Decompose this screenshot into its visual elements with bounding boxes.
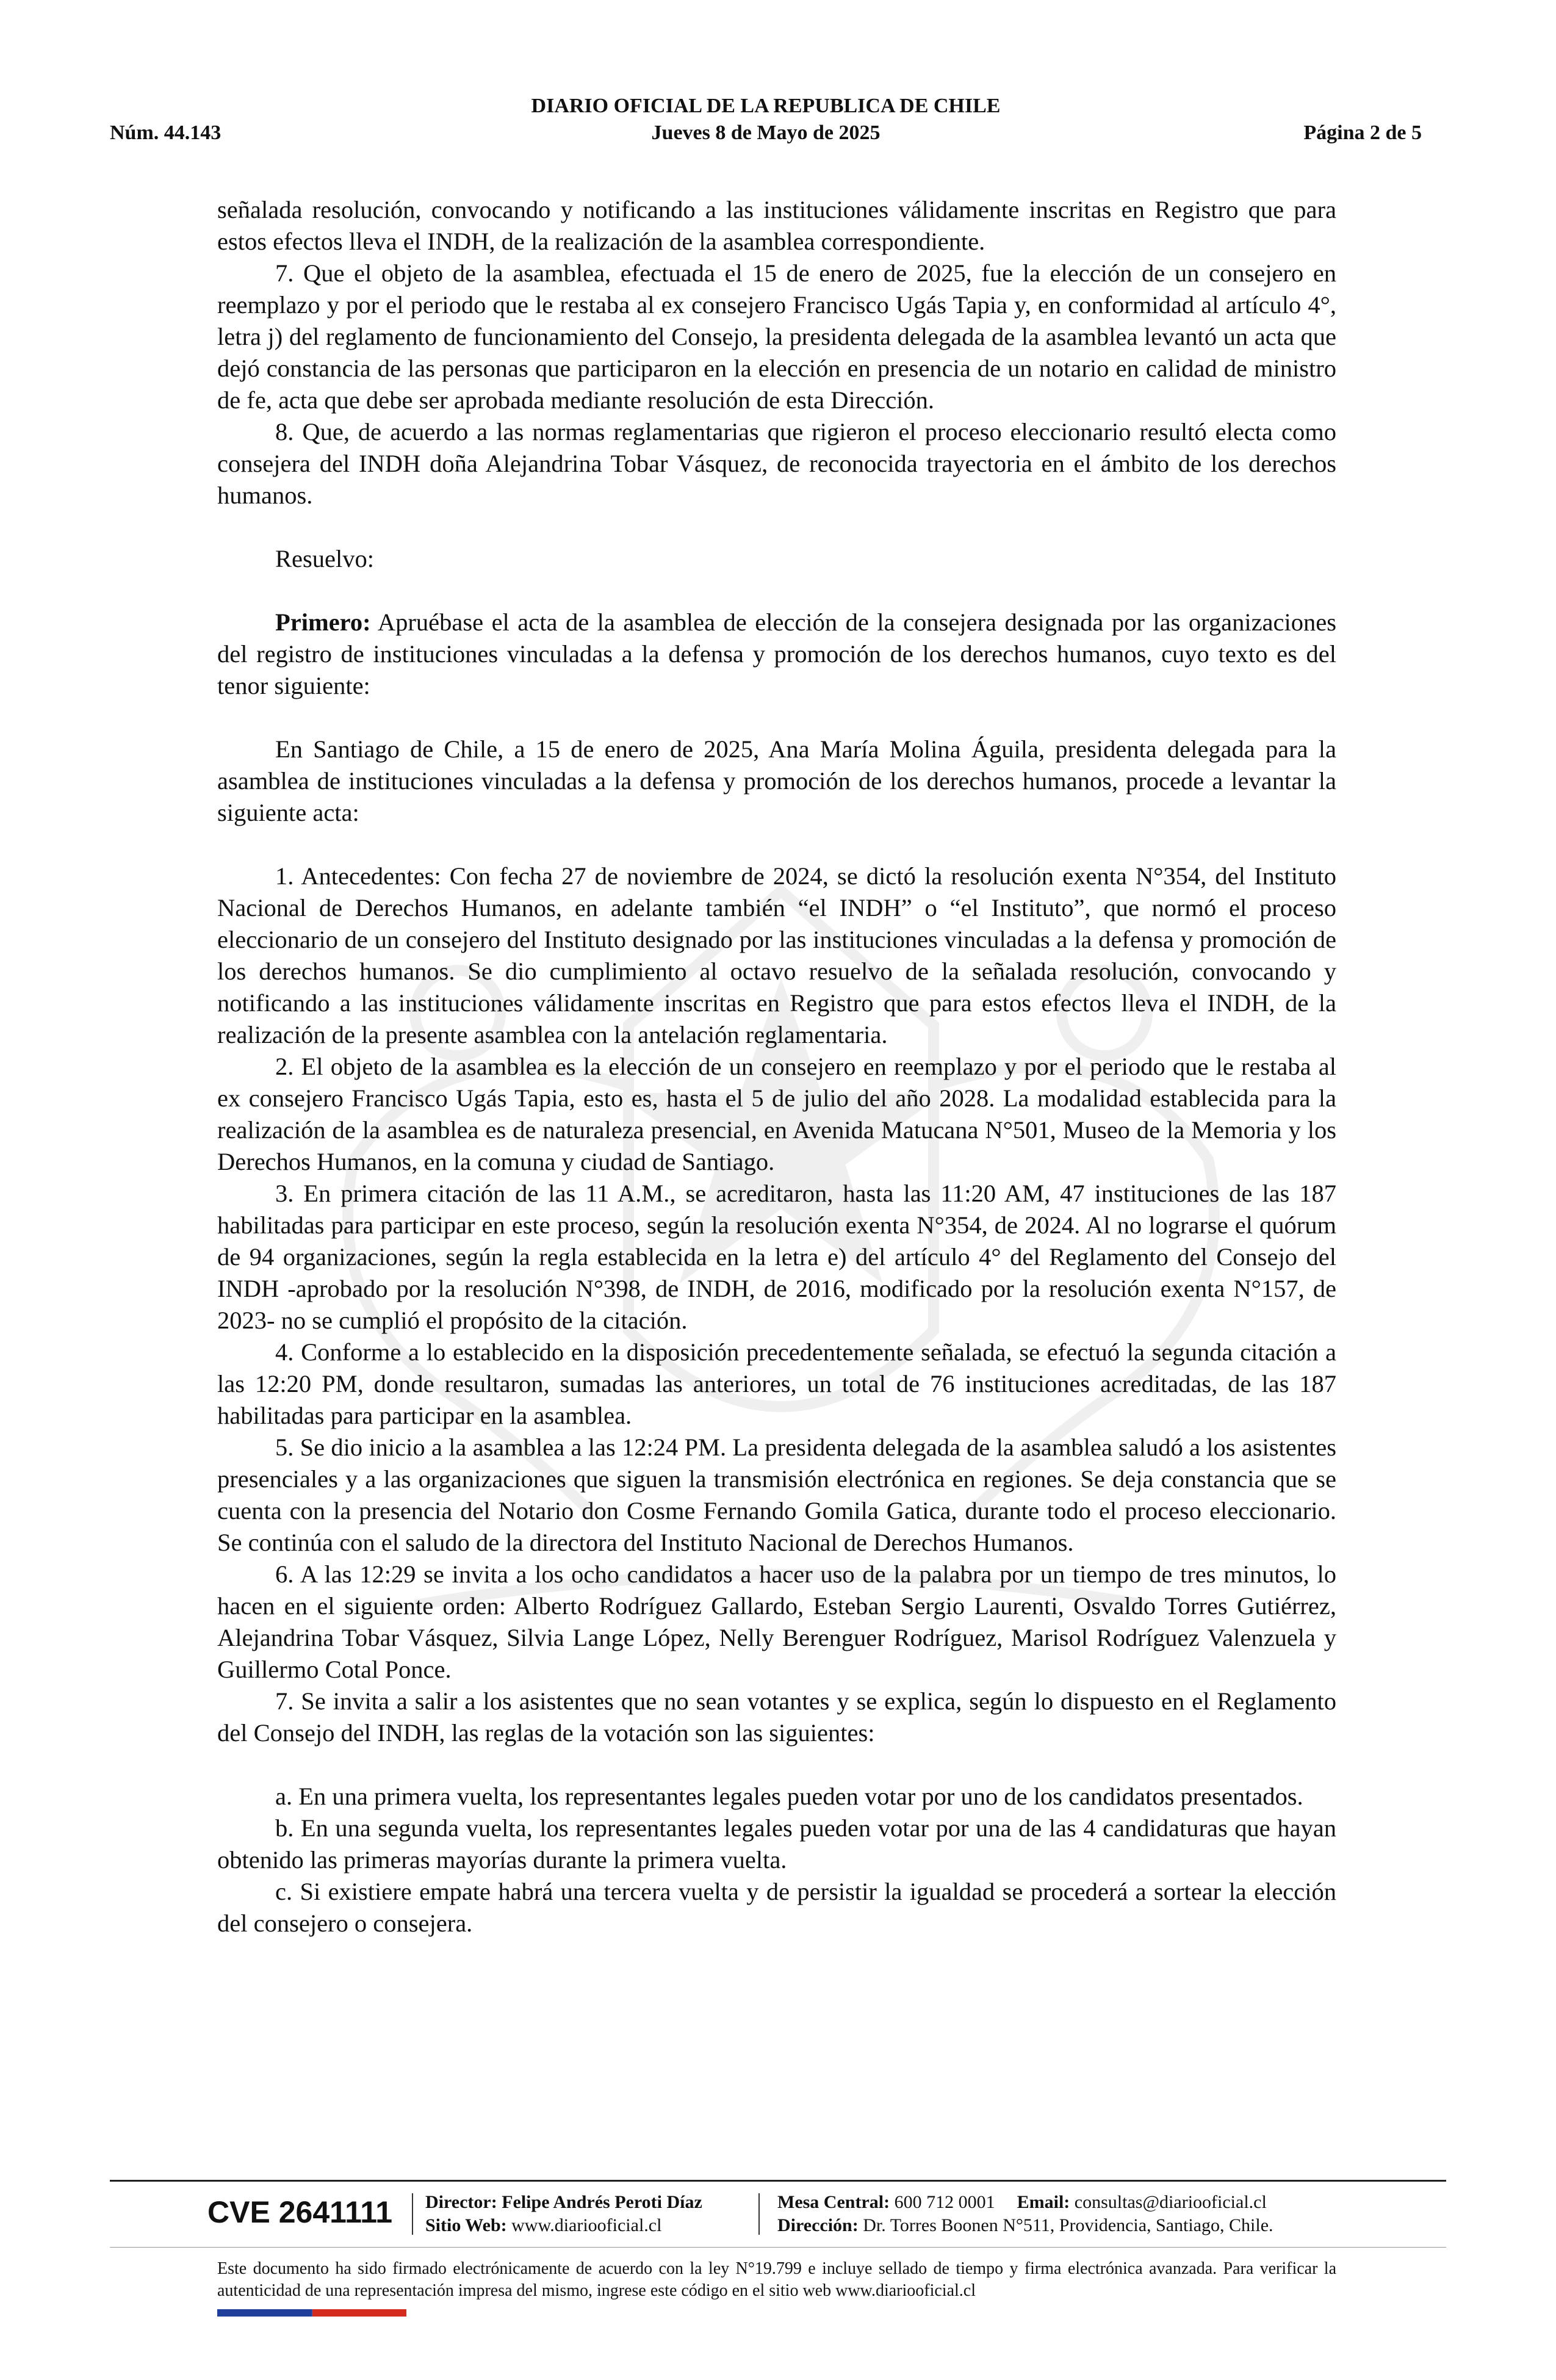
primero-paragraph [217, 607, 1336, 702]
document-body [217, 194, 1336, 1939]
publication-title: DIARIO OFICIAL DE LA REPUBLICA DE CHILE [531, 95, 1001, 117]
acta-item-5: 5. Se dio inicio a la asamblea a las 12:24 PM. La presidenta delegada de la asamblea saludó a los asistentes presenciales y a las organizaciones que siguen la transmisión electrónica en regiones. Se deja constancia que se cuenta con la presencia del Notario don Cosme Fernando Gomila Gatica, durante todo el proceso eleccionario. Se continúa con el saludo de la directora del Instituto Nacional de Derechos Humanos. [217, 1433, 1336, 1556]
primero-text: Apruébase el acta de la asamblea de elección de la consejera designada por las organizaciones del registro de instituciones vinculadas a la defensa y promoción de los derechos humanos, cuyo texto es del tenor siguiente: [217, 608, 1336, 699]
issue-date: Jueves 8 de Mayo de 2025 [651, 121, 881, 144]
acta-item-2: 2. El objeto de la asamblea es la elección de un consejero en reemplazo y por el periodo que le restaba al ex consejero Francisco Ugás Tapia, esto es, hasta el 5 de julio del año 2028. La modalidad establecida para la realización de la asamblea es de naturaleza presencial, en Avenida Matucana N°501, Museo de la Memoria y los Derechos Humanos, en la comuna y ciudad de Santiago. [217, 1053, 1336, 1175]
web-label: Sitio Web: [425, 2215, 507, 2235]
acta-item-6: 6. A las 12:29 se invita a los ocho candidatos a hacer uso de la palabra por un tiempo de tres minutos, lo hacen en el siguiente orden: Alberto Rodríguez Gallardo, Esteban Sergio Laurenti, Osvaldo Torres Gutiérrez, Alejandrina Tobar Vásquez, Silvia Lange López, Nelly Berenguer Rodríguez, Marisol Rodríguez Valenzuela y Guillermo Cotal Ponce. [217, 1560, 1336, 1683]
rule-c: c. Si existiere empate habrá una tercera vuelta y de persistir la igualdad se procederá a sortear la elección del consejero o consejera. [217, 1878, 1336, 1937]
primero-label: Primero: [275, 608, 371, 636]
email-label: Email: [1017, 2192, 1070, 2212]
address-text: Dr. Torres Boonen N°511, Providencia, Santiago, Chile. [858, 2215, 1273, 2235]
address-label: Dirección: [777, 2215, 859, 2235]
acta-item-3: 3. En primera citación de las 11 A.M., se acreditaron, hasta las 11:20 AM, 47 instituciones de las 187 habilitadas para participar en este proceso, según la resolución exenta N°354, de 2024. Al no lograrse el quórum de 94 organizaciones, según la regla establecida en la letra e) del artículo 4° del Reglamento del Consejo del INDH -aprobado por la resolución N°398, de INDH, de 2016, modificado por la resolución exenta N°157, de 2023- no se cumplió el propósito de la citación. [217, 1180, 1336, 1334]
website-link[interactable]: www.diariooficial.cl [506, 2215, 662, 2235]
paragraph-8: 8. Que, de acuerdo a las normas reglamentarias que rigieron el proceso eleccionario resultó electa como consejera del INDH doña Alejandrina Tobar Vásquez, de reconocida trayectoria en el ámbito de los derechos humanos. [217, 418, 1336, 509]
acta-item-1: 1. Antecedentes: Con fecha 27 de noviembre de 2024, se dictó la resolución exenta N°354, del Instituto Nacional de Derechos Humanos, en adelante también “el INDH” o “el Instituto”, que normó el proceso eleccionario de un consejero del Instituto designado por las instituciones vinculadas a la defensa y promoción de los derechos humanos. Se dio cumplimiento al octavo resuelvo de la señalada resolución, convocando y notificando a las instituciones válidamente inscritas en Registro que para estos efectos lleva el INDH, de la realización de la presente asamblea con la antelación reglamentaria. [217, 862, 1336, 1048]
legal-notice: Este documento ha sido firmado electrónicamente de acuerdo con la ley N°19.799 e incluye sellado de tiempo y firma electrónica avanzada. Para verificar la autenticidad de una representación impresa del mismo, ingrese este código en el sitio web www.diariooficial.cl [217, 2259, 1336, 2300]
footer-separator [412, 2193, 413, 2235]
director-label: Director: [425, 2192, 497, 2212]
page-footer [110, 2191, 1446, 2240]
rule-a: a. En una primera vuelta, los representantes legales pueden votar por uno de los candidatos presentados. [275, 1783, 1303, 1810]
page-number: Página 2 de 5 [1303, 121, 1422, 144]
footer-divider [110, 2180, 1446, 2182]
paragraph-7: 7. Que el objeto de la asamblea, efectuada el 15 de enero de 2025, fue la elección de un consejero en reemplazo y por el periodo que le restaba al ex consejero Francisco Ugás Tapia y, en conformidad al artículo 4°, letra j) del reglamento de funcionamiento del Consejo, la presidenta delegada de la asamblea levantó un acta que dejó constancia de las personas que participaron en la elección en presencia de un notario en calidad de ministro de fe, acta que debe ser aprobada mediante resolución de esta Dirección. [217, 259, 1336, 414]
acta-item-4: 4. Conforme a lo establecido en la disposición precedentemente señalada, se efectuó la segunda citación a las 12:20 PM, donde resultaron, sumadas las anteriores, un total de 76 instituciones acreditadas, de las 187 habilitadas para participar en la asamblea. [217, 1338, 1336, 1429]
mesa-label: Mesa Central: [777, 2192, 890, 2212]
page-header [110, 95, 1422, 143]
mesa-phone: 600 712 0001 [890, 2192, 995, 2212]
acta-intro: En Santiago de Chile, a 15 de enero de 2025, Ana María Molina Águila, presidenta delegada para la asamblea de instituciones vinculadas a la defensa y promoción de los derechos humanos, procede a levantar la siguiente acta: [217, 735, 1336, 826]
cve-code: CVE 2641111 [207, 2195, 393, 2229]
footer-separator [758, 2193, 760, 2235]
rule-b: b. En una segunda vuelta, los representantes legales pueden votar por una de las 4 candidaturas que hayan obtenido las primeras mayorías durante la primera vuelta. [217, 1814, 1336, 1873]
flag-red-segment [312, 2309, 406, 2317]
footer-contact-block [777, 2191, 1273, 2237]
flag-stripe [217, 2309, 406, 2317]
footer-divider-thin [110, 2247, 1446, 2248]
email-link[interactable]: consultas@diariooficial.cl [1070, 2192, 1267, 2212]
director-name: Felipe Andrés Peroti Díaz [497, 2192, 702, 2212]
acta-item-7: 7. Se invita a salir a los asistentes que no sean votantes y se explica, según lo dispuesto en el Reglamento del Consejo del INDH, las reglas de la votación son las siguientes: [217, 1687, 1336, 1747]
footer-director-block [425, 2191, 702, 2237]
paragraph-intro: señalada resolución, convocando y notificando a las instituciones válidamente inscritas en Registro que para estos efectos lleva el INDH, de la realización de la asamblea correspondiente. [217, 196, 1336, 255]
resuelvo-heading: Resuelvo: [275, 545, 374, 572]
issue-number: Núm. 44.143 [110, 121, 222, 144]
flag-blue-segment [217, 2309, 312, 2317]
